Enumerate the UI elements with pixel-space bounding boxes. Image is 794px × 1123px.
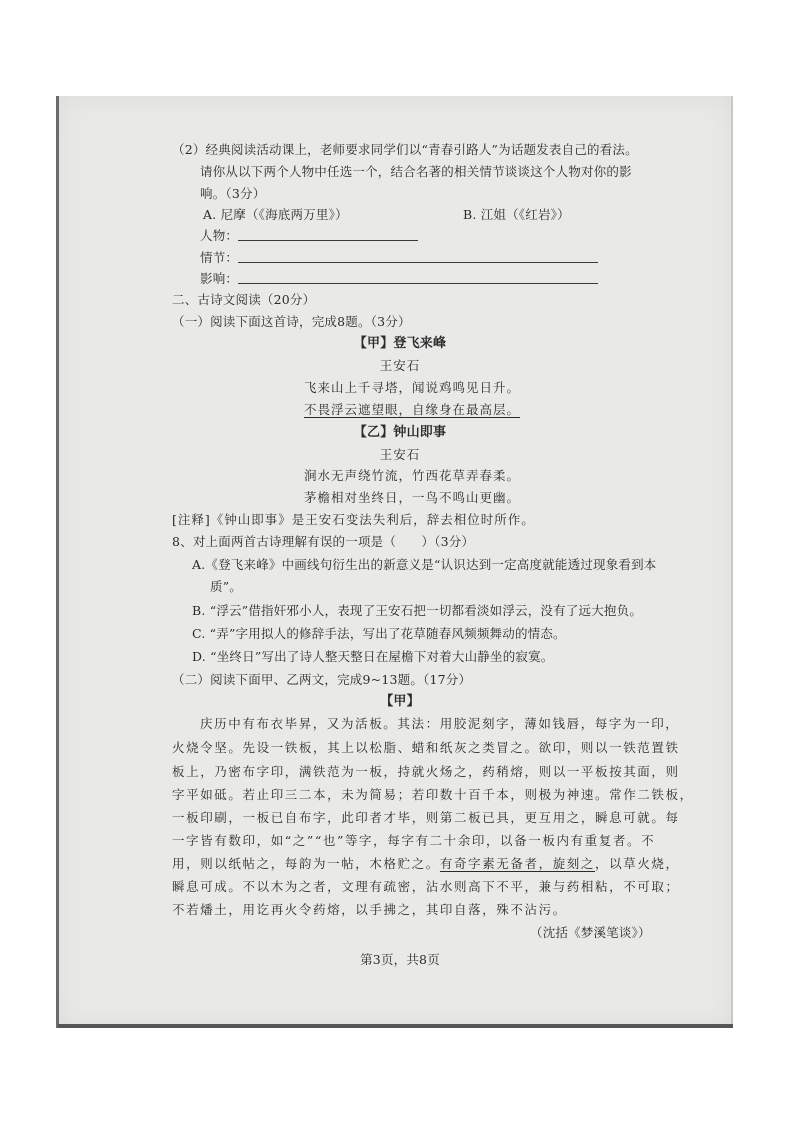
text-a-line7-tail: ，以草火烧， <box>595 856 680 871</box>
q2-prompt-line2: 响。（3分） <box>200 186 266 201</box>
q2-person-blank[interactable] <box>238 240 418 241</box>
page-number: 第3页，共8页 <box>360 952 440 967</box>
poem-a-title: 【甲】登飞来峰 <box>353 336 447 351</box>
text-a-line: 一字皆有数印，如“之”“也”等字，每字有二十余印，以备一板内有重复者。不 <box>172 833 656 848</box>
poem-b-title: 【乙】钟山即事 <box>353 425 447 440</box>
scan-edge-right <box>731 96 733 1028</box>
poem-a-line1: 飞来山上千寻塔，闻说鸡鸣见日升。 <box>304 380 521 395</box>
q8-option-a-line1: A.《登飞来峰》中画线句衍生出的新意义是“认识达到一定高度就能透过现象看到本 <box>192 557 657 572</box>
scan-edge-bottom <box>58 1024 733 1028</box>
text-a-line: 板上，乃密布字印，满铁范为一板，持就火炀之，药稍熔，则以一平板按其面，则 <box>172 764 680 779</box>
text-a-line: 不若燔土，用讫再火令药熔，以手拂之，其印自落，殊不沾污。 <box>172 902 567 917</box>
section2-title: 二、古诗文阅读（20分） <box>172 292 316 307</box>
text-a-line-7 <box>172 856 680 872</box>
q2-intro: （2）经典阅读活动课上，老师要求同学们以“青春引路人”为话题发表自己的看法。 <box>172 142 638 157</box>
section2-part2: （二）阅读下面甲、乙两文，完成9~13题。（17分） <box>172 672 472 687</box>
text-a-line: 火烧令坚。先设一铁板，其上以松脂、蜡和纸灰之类冒之。欲印，则以一铁范置铁 <box>172 740 680 755</box>
q2-plot-blank[interactable] <box>238 262 598 263</box>
q2-option-b: B. 江姐（《红岩》） <box>463 207 570 222</box>
poem-b-line2: 茅檐相对坐终日，一鸟不鸣山更幽。 <box>304 490 521 505</box>
q2-field-person-label: 人物： <box>200 228 239 243</box>
q2-field-plot-label: 情节： <box>200 250 239 265</box>
text-a-line: 瞬息可成。不以木为之者，文理有疏密，沾水则高下不平，兼与药相粘，不可取； <box>172 879 680 894</box>
poem-note: [注释]《钟山即事》是王安石变法失利后，辞去相位时所作。 <box>172 512 535 527</box>
q2-option-a: A. 尼摩（《海底两万里》） <box>203 207 348 222</box>
q8-option-d: D. “坐终日”写出了诗人整天整日在屋檐下对着大山静坐的寂寞。 <box>192 649 554 664</box>
section2-part1: （一）阅读下面这首诗，完成8题。（3分） <box>172 314 411 329</box>
text-a-line: 一板印刷，一板已自布字，此印者才毕，则第二板已具，更互用之，瞬息可就。每 <box>172 810 680 825</box>
q2-prompt-line1: 请你从以下两个人物中任选一个，结合名著的相关情节谈谈这个人物对你的影 <box>200 164 632 179</box>
q8-stem: 8、对上面两首古诗理解有误的一项是（ ）（3分） <box>172 534 475 549</box>
q2-field-influence-label: 影响： <box>200 271 239 286</box>
scan-edge-left <box>56 96 59 1028</box>
poem-b-line1: 涧水无声绕竹流，竹西花草弄春柔。 <box>304 468 521 483</box>
poem-b-author: 王安石 <box>379 447 421 462</box>
poem-a-line2: 不畏浮云遮望眼，自缘身在最高层。 <box>304 402 521 417</box>
q8-option-b: B. “浮云”借指奸邪小人，表现了王安石把一切都看淡如浮云，没有了远大抱负。 <box>192 603 643 618</box>
text-a-underlined-phrase: 有奇字素无备者，旋刻之 <box>439 856 596 871</box>
q8-option-a-line2: 质”。 <box>210 579 242 594</box>
poem-a-author: 王安石 <box>379 358 421 373</box>
text-a-title: 【甲】 <box>380 694 420 709</box>
text-a-line7-head: 用，则以纸帖之，每韵为一帖，木格贮之。 <box>172 856 440 871</box>
q2-influence-blank[interactable] <box>238 283 598 284</box>
text-a-source: （沈括《梦溪笔谈》） <box>530 925 651 940</box>
q8-option-c: C. “弄”字用拟人的修辞手法，写出了花草随春风频频舞动的情态。 <box>192 626 566 641</box>
text-a-line: 字平如砥。若止印三二本，未为简易；若印数十百千本，则极为神速。常作二铁板， <box>172 787 694 802</box>
text-a-line: 庆历中有布衣毕昇，又为活板。其法：用胶泥刻字，薄如钱唇，每字为一印， <box>200 716 680 731</box>
